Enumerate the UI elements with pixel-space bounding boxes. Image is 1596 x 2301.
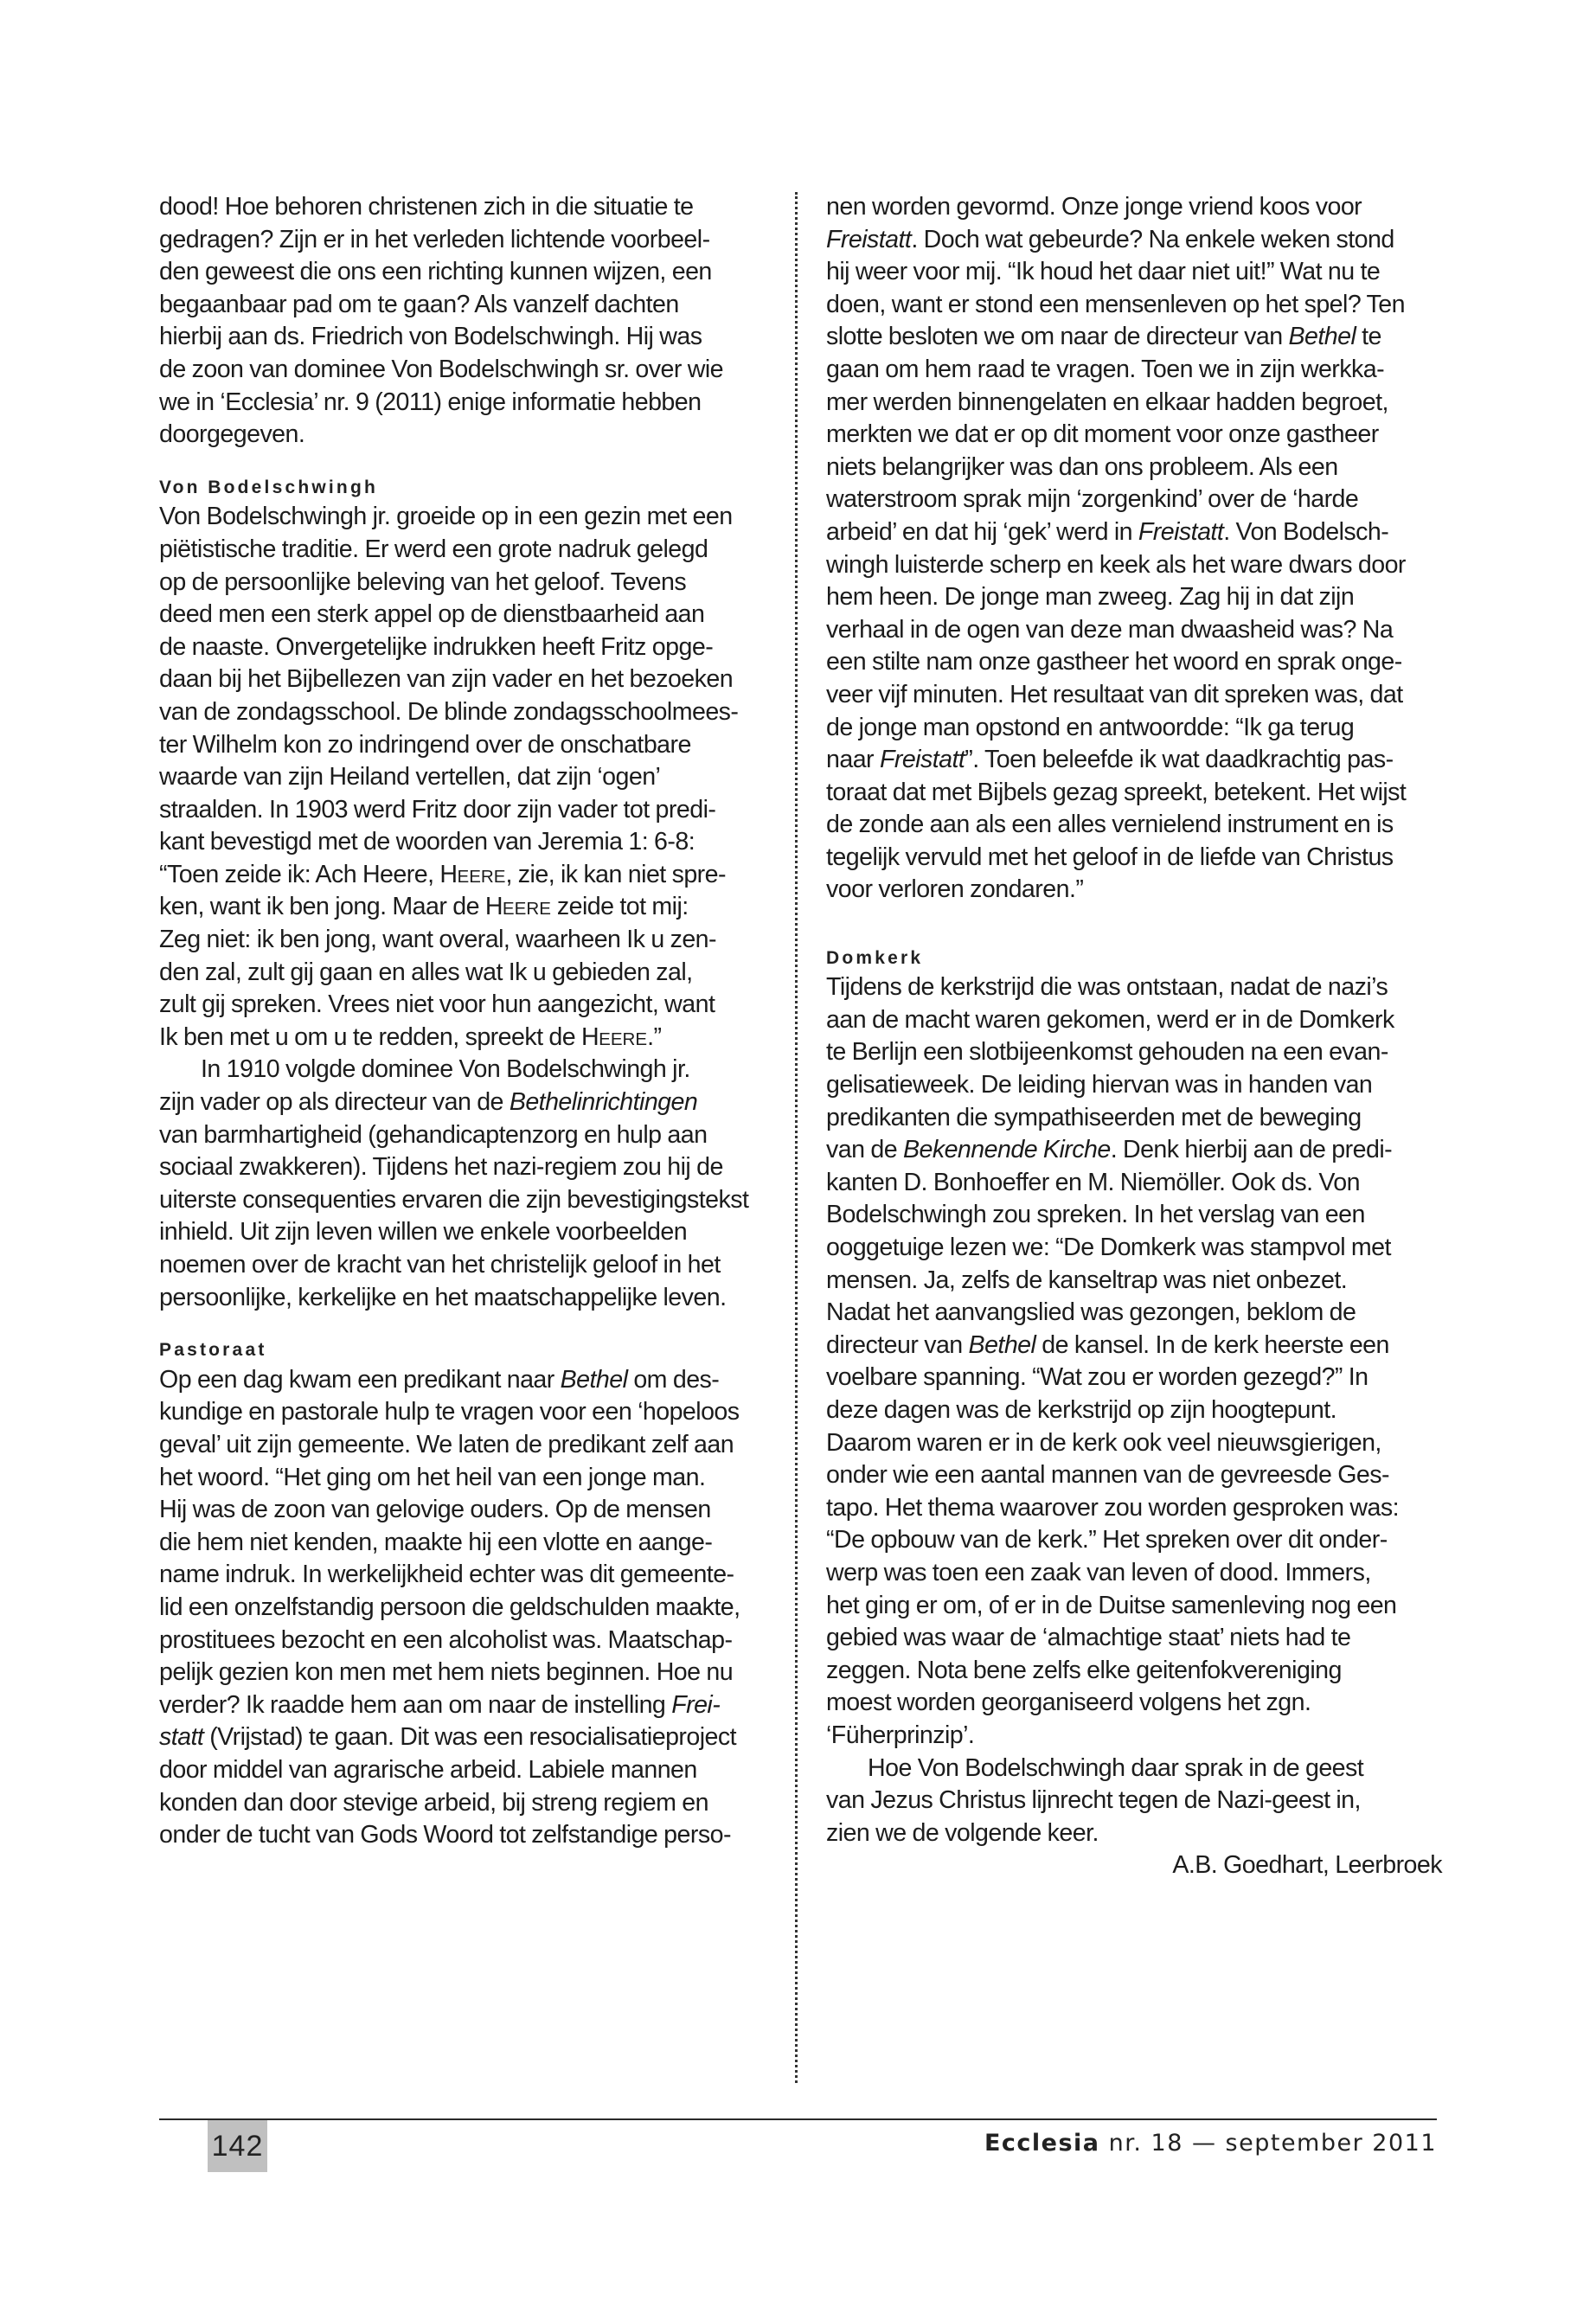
italic-run: Frei-	[671, 1690, 721, 1719]
text-line: dood! Hoe behoren christenen zich in die situatie te	[159, 193, 694, 221]
text-line: prostituees bezocht en een alcoholist was. Maatschap-	[159, 1625, 733, 1654]
text-line	[826, 1330, 1442, 1362]
text-run: slotte besloten we om naar de directeur van	[826, 323, 1289, 351]
bible-quote-line	[159, 891, 779, 924]
text-line: de jonge man opstond en antwoordde: “Ik ga terug	[826, 713, 1355, 741]
text-line: door middel van agrarische arbeid. Labiele mannen	[159, 1755, 697, 1784]
text-line: van de zondagsschool. De blinde zondagsschoolmees-	[159, 697, 739, 726]
text-line: Tijdens de kerkstrijd die was ontstaan, nadat de nazi’s	[826, 973, 1388, 1002]
text-run: om des-	[627, 1365, 720, 1394]
text-line: het woord. “Het ging om het heil van een jonge man.	[159, 1463, 706, 1491]
text-run: verder? Ik raadde hem aan om naar de instelling	[159, 1690, 672, 1719]
spacer	[826, 907, 1442, 939]
text-line: mensen. Ja, zelfs de kanseltrap was niet onbezet.	[826, 1266, 1348, 1294]
text-line: Nadat het aanvangslied was gezongen, beklom de	[826, 1298, 1356, 1327]
text-run: ”. Toen beleefde ik wat daadkrachtig pas-	[965, 746, 1394, 774]
text-line: Bodelschwingh zou spreken. In het verslag van een	[826, 1201, 1365, 1229]
text-line: noemen over de kracht van het christelijk geloof in het	[159, 1251, 721, 1279]
italic-run: Freistatt	[1138, 517, 1224, 546]
magazine-name: Ecclesia	[984, 2130, 1100, 2157]
text-line: geval’ uit zijn gemeente. We laten de predikant zelf aan	[159, 1430, 734, 1458]
text-line: de naaste. Onvergetelijke indrukken heeft Fritz opge-	[159, 632, 714, 661]
text-line: begaanbaar pad om te gaan? Als vanzelf dachten	[159, 290, 679, 318]
text-line: hierbij aan ds. Friedrich von Bodelschwingh. Hij was	[159, 323, 702, 351]
section-heading: Domkerk	[826, 947, 924, 968]
text-line	[159, 1721, 779, 1754]
text-line: moest worden georganiseerd volgens het zgn.	[826, 1689, 1311, 1717]
section-heading: Von Bodelschwingh	[159, 477, 379, 497]
text-run: Op een dag kwam een predikant naar	[159, 1365, 561, 1394]
text-line: deze dagen was de kerkstrijd op zijn hoogtepunt.	[826, 1395, 1337, 1424]
footer-rule	[159, 2118, 1437, 2120]
text-line	[826, 516, 1442, 549]
text-line: waarde van zijn Heiland vertellen, dat zijn ‘ogen’	[159, 763, 661, 792]
text-line: inhield. Uit zijn leven willen we enkele voorbeelden	[159, 1218, 688, 1247]
text-run: “Toen zeide ik: Ach Heere, H	[159, 860, 458, 888]
text-line: de zonde aan als een alles vernielend instrument en is	[826, 811, 1394, 839]
text-run: zeide tot mij:	[550, 893, 689, 921]
text-run: de kansel. In de kerk heerste een	[1035, 1330, 1389, 1359]
text-line: daan bij het Bijbellezen van zijn vader en het bezoeken	[159, 665, 734, 694]
left-column	[159, 191, 779, 1852]
right-column	[826, 191, 1442, 1882]
text-line: van barmhartigheid (gehandicaptenzorg en hulp aan	[159, 1120, 708, 1149]
text-line: merkten we dat er op dit moment voor onze gastheer	[826, 420, 1379, 449]
text-run: Ik ben met u om u te redden, spreekt de H	[159, 1022, 599, 1051]
text-run: .”	[647, 1022, 662, 1051]
text-line: Hoe Von Bodelschwingh daar sprak in de geest	[868, 1753, 1364, 1782]
text-line: kundige en pastorale hulp te vragen voor een ‘hopeloos	[159, 1398, 740, 1426]
italic-run: Bethel	[560, 1365, 628, 1394]
text-line: ‘Füherprinzip’.	[826, 1721, 975, 1749]
text-line: straalden. In 1903 werd Fritz door zijn vader tot predi-	[159, 795, 716, 824]
text-run: van de	[826, 1136, 903, 1164]
text-line: ter Wilhelm kon zo indringend over de onschatbare	[159, 730, 691, 759]
small-caps-run: EERE	[599, 1029, 648, 1049]
text-line: waterstroom sprak mijn ‘zorgenkind’ over de ‘harde	[826, 485, 1359, 514]
italic-run: Bethel	[1288, 323, 1356, 351]
text-line	[159, 1086, 779, 1119]
issue-date: nr. 18 — september 2011	[1099, 2130, 1437, 2157]
italic-run: Bethelinrichtingen	[509, 1088, 698, 1117]
text-line	[159, 1689, 779, 1722]
small-caps-run: EERE	[502, 899, 551, 920]
text-line: te Berlijn een slotbijeenkomst gehouden na een evan-	[826, 1038, 1388, 1067]
text-run: . Von Bodelsch-	[1223, 517, 1389, 546]
text-run: . Doch wat gebeurde? Na enkele weken stond	[911, 225, 1394, 253]
text-run: , zie, ik kan niet spre-	[505, 860, 726, 888]
text-line	[826, 1134, 1442, 1167]
text-line: persoonlijke, kerkelijke en het maatschappelijke leven.	[159, 1283, 727, 1311]
text-line: hij weer voor mij. “Ik houd het daar niet uit!” Wat nu te	[826, 258, 1381, 286]
text-line: voor verloren zondaren.”	[826, 875, 1084, 904]
text-line: toraat dat met Bijbels gezag spreekt, betekent. Het wijst	[826, 778, 1407, 806]
text-line: het ging er om, of er in de Duitse samenleving nog een	[826, 1591, 1397, 1619]
text-run: ken, want ik ben jong. Maar de H	[159, 893, 503, 921]
text-line: zien we de volgende keer.	[826, 1818, 1099, 1847]
bible-quote-line: zult gij spreken. Vrees niet voor hun aangezicht, want	[159, 990, 715, 1019]
section-pastoraat	[159, 1331, 779, 1852]
text-line: ooggetuige lezen we: “De Domkerk was stampvol met	[826, 1234, 1391, 1261]
text-line: we in ‘Ecclesia’ nr. 9 (2011) enige informatie hebben	[159, 388, 702, 416]
text-line: gedragen? Zijn er in het verleden lichtende voorbeel-	[159, 225, 710, 253]
text-line: op de persoonlijke beleving van het geloof. Tevens	[159, 567, 687, 596]
text-line: deed men een sterk appel op de dienstbaarheid aan	[159, 600, 705, 629]
text-line: hem heen. De jonge man zweeg. Zag hij in dat zijn	[826, 583, 1355, 612]
section-heading: Pastoraat	[159, 1340, 267, 1361]
text-line: verhaal in de ogen van deze man dwaasheid was? Na	[826, 615, 1394, 644]
text-line: kant bevestigd met de woorden van Jeremia 1: 6-8:	[159, 828, 695, 856]
text-line: werp was toen een zaak van leven of dood. Immers,	[826, 1558, 1371, 1586]
text-line: niets belangrijker was dan ons probleem. Als een	[826, 452, 1338, 481]
text-line	[826, 321, 1442, 354]
italic-run: Freistatt	[879, 746, 965, 774]
text-line: gelisatieweek. De leiding hiervan was in handen van	[826, 1071, 1373, 1099]
text-line: gebied was waar de ‘almachtige staat’ niets had te	[826, 1624, 1351, 1652]
italic-run: Freistatt	[826, 225, 912, 253]
author-signature: A.B. Goedhart, Leerbroek	[1172, 1851, 1442, 1880]
text-line: “De opbouw van de kerk.” Het spreken over dit onder-	[826, 1526, 1388, 1554]
text-line: In 1910 volgde dominee Von Bodelschwingh jr.	[201, 1055, 690, 1084]
text-line: wingh luisterde scherp en keek als het ware dwars door	[826, 550, 1406, 579]
text-line: doen, want er stond een mensenleven op het spel? Ten	[826, 290, 1406, 318]
text-line: pelijk gezien kon men met hem niets beginnen. Hoe nu	[159, 1658, 734, 1687]
bible-quote-line: Zeg niet: ik ben jong, want overal, waarheen Ik u zen-	[159, 926, 716, 954]
italic-run: statt	[159, 1723, 204, 1752]
text-line: mer werden binnengelaten en elkaar hadden begroet,	[826, 388, 1388, 416]
text-run: zijn vader op als directeur van de	[159, 1088, 510, 1117]
text-line: de zoon van dominee Von Bodelschwingh sr. over wie	[159, 355, 723, 383]
text-run: . Denk hierbij aan de predi-	[1110, 1136, 1393, 1164]
text-line: een stilte nam onze gastheer het woord en sprak onge-	[826, 648, 1402, 676]
text-line: name indruk. In werkelijkheid echter was dit gemeente-	[159, 1561, 734, 1589]
text-line: Von Bodelschwingh jr. groeide op in een gezin met een	[159, 503, 733, 531]
text-line: doorgegeven.	[159, 420, 305, 449]
section-von-bodelschwingh	[159, 469, 779, 1314]
issue-info	[984, 2130, 1437, 2157]
small-caps-run: EERE	[457, 866, 506, 887]
text-run: te	[1356, 323, 1381, 351]
text-run: naar	[826, 746, 880, 774]
text-line: tapo. Het thema waarover zou worden gesproken was:	[826, 1493, 1399, 1522]
text-line: Hij was de zoon van gelovige ouders. Op de mensen	[159, 1496, 711, 1524]
bible-quote-line	[159, 1022, 779, 1054]
text-line: voelbare spanning. “Wat zou er worden gezegd?” In	[826, 1363, 1368, 1392]
text-run: directeur van	[826, 1330, 969, 1359]
spacer	[159, 452, 779, 469]
bible-quote-line	[159, 859, 779, 892]
text-line: zeggen. Nota bene zelfs elke geitenfokvereniging	[826, 1656, 1342, 1684]
text-line: aan de macht waren gekomen, werd er in de Domkerk	[826, 1005, 1394, 1034]
text-run: arbeid’ en dat hij ‘gek’ werd in	[826, 517, 1138, 546]
text-line: veer vijf minuten. Het resultaat van dit spreken was, dat	[826, 680, 1403, 708]
text-line	[159, 1364, 779, 1397]
text-line: uiterste consequenties ervaren die zijn bevestigingstekst	[159, 1185, 749, 1214]
text-line: predikanten die sympathiseerden met de beweging	[826, 1103, 1362, 1131]
text-line: tegelijk vervuld met het geloof in de liefde van Christus	[826, 843, 1394, 871]
text-line: lid een onzelfstandig persoon die geldschulden maakte,	[159, 1593, 740, 1621]
text-line	[826, 224, 1442, 257]
text-line: Daarom waren er in de kerk ook veel nieuwsgierigen,	[826, 1428, 1381, 1457]
text-line: den geweest die ons een richting kunnen wijzen, een	[159, 258, 712, 286]
text-line: onder wie een aantal mannen van de gevreesde Ges-	[826, 1461, 1389, 1490]
text-run: (Vrijstad) te gaan. Dit was een resocialisatieproject	[203, 1723, 737, 1752]
text-line: konden dan door stevige arbeid, bij streng regiem en	[159, 1788, 709, 1817]
bible-quote-line: den zal, zult gij gaan en alles wat Ik u gebieden zal,	[159, 958, 693, 986]
text-line: sociaal zwakkeren). Tijdens het nazi-regiem zou hij de	[159, 1153, 723, 1182]
page-number: 142	[208, 2120, 267, 2172]
pastoraat-continued	[826, 191, 1442, 907]
intro-paragraph	[159, 191, 779, 452]
section-domkerk	[826, 939, 1442, 1882]
spacer	[159, 1314, 779, 1331]
text-line: gaan om hem raad te vragen. Toen we in zijn werkka-	[826, 355, 1385, 383]
italic-run: Bekennende Kirche	[902, 1136, 1111, 1164]
column-divider	[795, 192, 798, 2083]
text-line: van Jezus Christus lijnrecht tegen de Nazi-geest in,	[826, 1786, 1361, 1815]
text-line: nen worden gevormd. Onze jonge vriend koos voor	[826, 193, 1362, 221]
text-line: die hem niet kenden, maakte hij een vlotte en aange-	[159, 1528, 713, 1556]
text-line: onder de tucht van Gods Woord tot zelfstandige perso-	[159, 1821, 731, 1849]
text-line	[826, 744, 1442, 777]
text-line: piëtistische traditie. Er werd een grote nadruk gelegd	[159, 535, 708, 563]
text-line: kanten D. Bonhoeffer en M. Niemöller. Ook ds. Von	[826, 1168, 1361, 1196]
italic-run: Bethel	[968, 1330, 1036, 1359]
